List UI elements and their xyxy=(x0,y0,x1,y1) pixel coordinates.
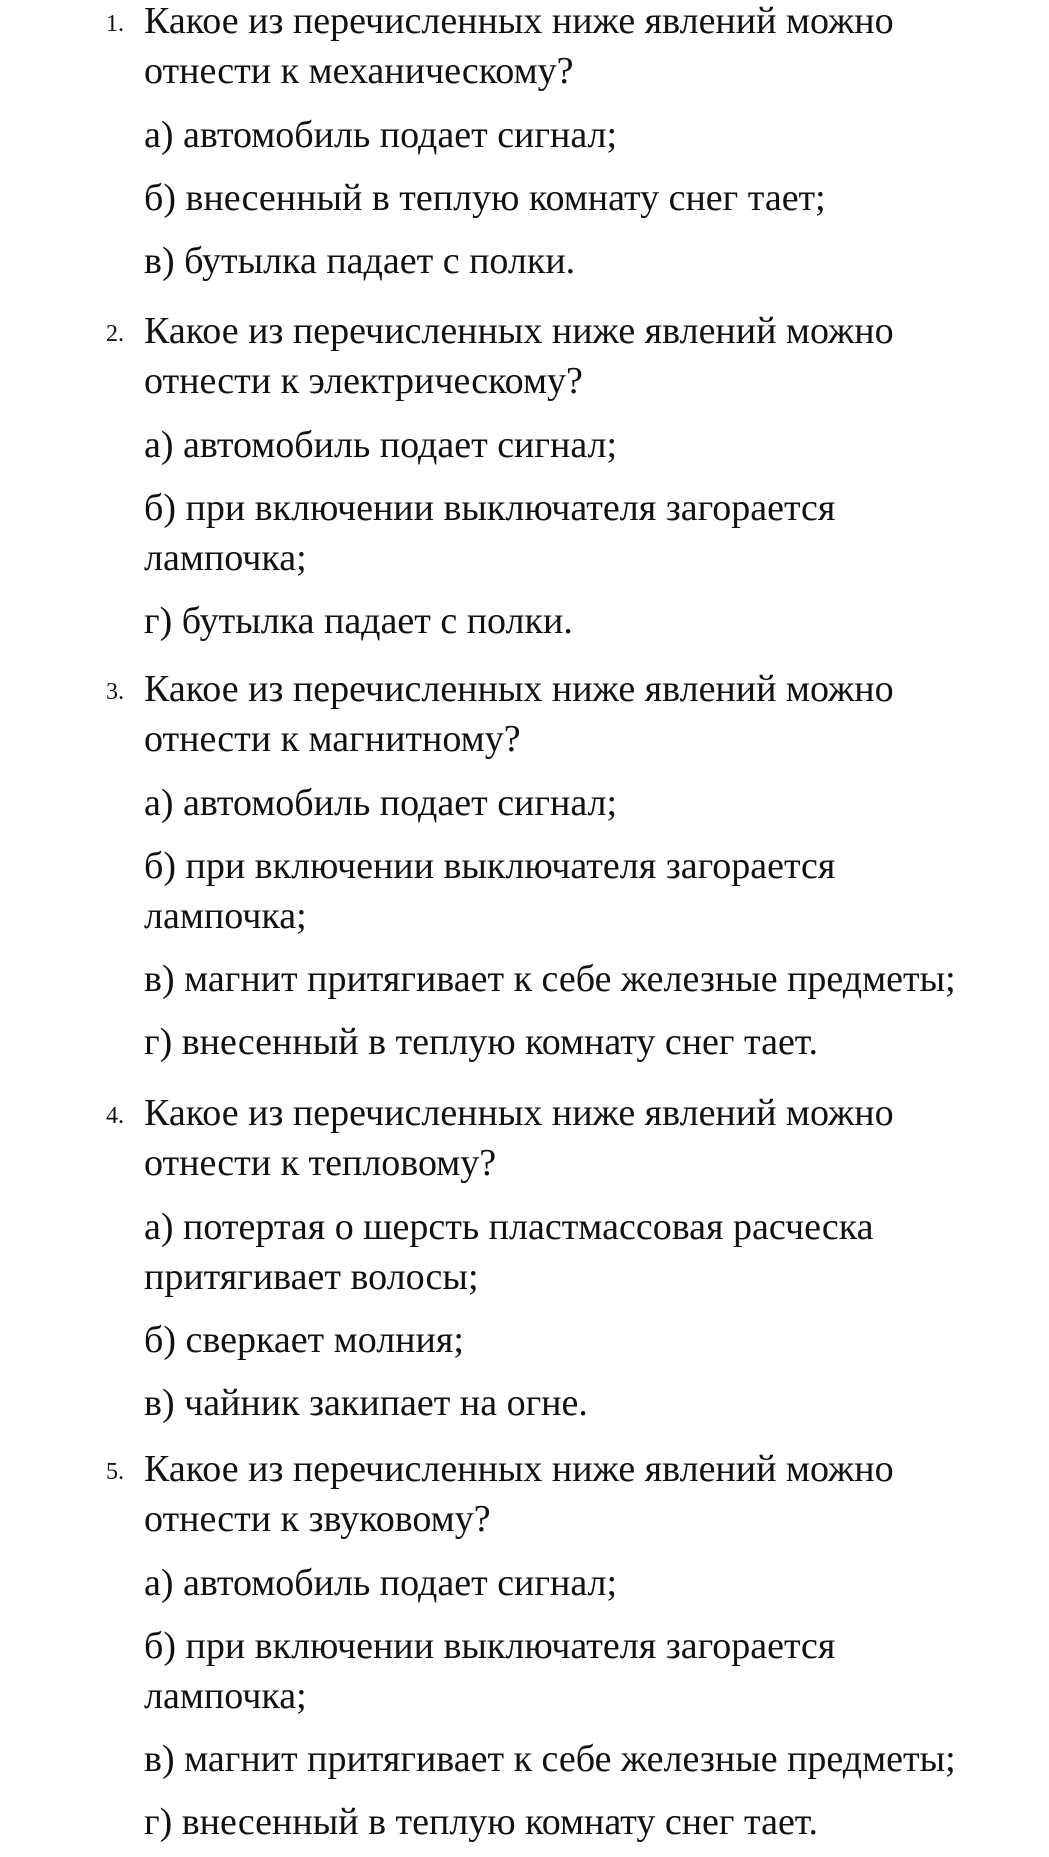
answer-option-continuation: лампочка; xyxy=(144,1675,307,1717)
answer-option: а) автомобиль подает сигнал; xyxy=(144,114,618,156)
question-1 xyxy=(106,0,1036,286)
question-number: 5. xyxy=(106,1459,124,1485)
question-stem xyxy=(106,664,1036,764)
question-stem xyxy=(106,0,1036,96)
answer-option-continuation: лампочка; xyxy=(144,537,307,579)
answer-option-continuation: притягивает волосы; xyxy=(144,1256,479,1298)
answer-option: в) магнит притягивает к себе железные предметы; xyxy=(144,1738,956,1780)
stem-line: Какое из перечисленных ниже явлений можно xyxy=(144,1448,894,1490)
answer-option: в) чайник закипает на огне. xyxy=(144,1382,588,1424)
question-5 xyxy=(106,1444,1036,1847)
answer-option-continuation: лампочка; xyxy=(144,895,307,937)
answer-option: г) внесенный в теплую комнату снег тает. xyxy=(144,1801,819,1843)
answer-option: а) автомобиль подает сигнал; xyxy=(144,1562,618,1604)
answer-option: б) сверкает молния; xyxy=(144,1319,464,1361)
question-stem xyxy=(106,1444,1036,1544)
stem-line: отнести к механическому? xyxy=(144,50,574,92)
answer-option: в) магнит притягивает к себе железные предметы; xyxy=(144,958,956,1000)
answer-option: г) бутылка падает с полки. xyxy=(144,600,573,642)
stem-line: Какое из перечисленных ниже явлений можно xyxy=(144,668,894,710)
answer-option: в) бутылка падает с полки. xyxy=(144,240,576,282)
stem-line: отнести к электрическому? xyxy=(144,360,583,402)
question-number: 4. xyxy=(106,1103,124,1129)
stem-line: отнести к звуковому? xyxy=(144,1498,491,1540)
answer-option: б) при включении выключателя загорается xyxy=(144,845,836,887)
question-stem xyxy=(106,306,1036,406)
stem-line: Какое из перечисленных ниже явлений можно xyxy=(144,0,894,42)
stem-line: отнести к тепловому? xyxy=(144,1142,497,1184)
stem-line: Какое из перечисленных ниже явлений можно xyxy=(144,1092,894,1134)
answer-option: г) внесенный в теплую комнату снег тает. xyxy=(144,1021,819,1063)
answer-option: б) при включении выключателя загорается xyxy=(144,487,836,529)
question-3 xyxy=(106,664,1036,1067)
question-2 xyxy=(106,306,1036,646)
question-number: 3. xyxy=(106,679,124,705)
answer-option: а) автомобиль подает сигнал; xyxy=(144,782,618,824)
question-4 xyxy=(106,1088,1036,1428)
question-number: 1. xyxy=(106,11,124,37)
question-stem xyxy=(106,1088,1036,1188)
answer-option: б) внесенный в теплую комнату снег тает; xyxy=(144,177,826,219)
answer-option: б) при включении выключателя загорается xyxy=(144,1625,836,1667)
answer-option: а) автомобиль подает сигнал; xyxy=(144,424,618,466)
stem-line: отнести к магнитному? xyxy=(144,718,521,760)
question-number: 2. xyxy=(106,321,124,347)
stem-line: Какое из перечисленных ниже явлений можно xyxy=(144,310,894,352)
answer-option: а) потертая о шерсть пластмассовая расческа xyxy=(144,1206,874,1248)
